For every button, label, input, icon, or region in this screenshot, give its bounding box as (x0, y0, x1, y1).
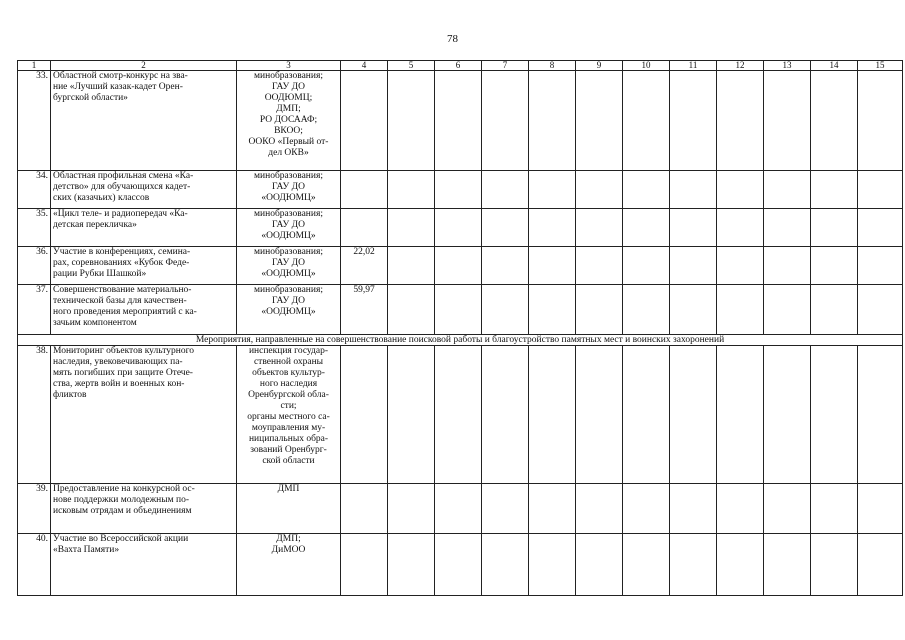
row-number: 39. (18, 484, 51, 534)
row-number: 40. (18, 534, 51, 596)
funding-value (341, 209, 388, 247)
empty-cell (670, 171, 717, 209)
empty-cell (388, 171, 435, 209)
activity-name: Предоставление на конкурсной ос- нове поддержки молодежным по- исковым отрядам и объединениям (51, 484, 237, 534)
empty-cell (670, 484, 717, 534)
empty-cell (623, 534, 670, 596)
funding-value (341, 534, 388, 596)
empty-cell (858, 285, 903, 335)
executor: минобразования; ГАУ ДО «ООДЮМЦ» (237, 247, 341, 285)
empty-cell (482, 247, 529, 285)
empty-cell (811, 534, 858, 596)
column-number: 15 (858, 61, 903, 71)
column-number: 5 (388, 61, 435, 71)
empty-cell (623, 171, 670, 209)
empty-cell (670, 71, 717, 171)
empty-cell (858, 534, 903, 596)
empty-cell (764, 346, 811, 484)
page-number: 78 (447, 33, 458, 45)
table-row (18, 534, 903, 596)
executor: минобразования; ГАУ ДО ООДЮМЦ; ДМП; РО ДОСААФ; ВКОО; ООКО «Первый от- дел ОКВ» (237, 71, 341, 171)
empty-cell (858, 209, 903, 247)
empty-cell (529, 285, 576, 335)
empty-cell (670, 209, 717, 247)
empty-cell (858, 171, 903, 209)
empty-cell (670, 346, 717, 484)
row-number: 34. (18, 171, 51, 209)
executor: минобразования; ГАУ ДО «ООДЮМЦ» (237, 209, 341, 247)
empty-cell (435, 247, 482, 285)
empty-cell (576, 346, 623, 484)
empty-cell (482, 484, 529, 534)
empty-cell (529, 484, 576, 534)
empty-cell (623, 484, 670, 534)
activity-name: Участие в конференциях, семина- рах, соревнованиях «Кубок Феде- рации Рубки Шашкой» (51, 247, 237, 285)
plan-table (17, 60, 903, 596)
empty-cell (670, 247, 717, 285)
empty-cell (811, 171, 858, 209)
column-number: 6 (435, 61, 482, 71)
empty-cell (764, 171, 811, 209)
empty-cell (717, 71, 764, 171)
empty-cell (482, 534, 529, 596)
empty-cell (482, 171, 529, 209)
empty-cell (529, 209, 576, 247)
empty-cell (529, 247, 576, 285)
empty-cell (811, 285, 858, 335)
empty-cell (388, 484, 435, 534)
funding-value (341, 346, 388, 484)
funding-value (341, 171, 388, 209)
empty-cell (529, 534, 576, 596)
empty-cell (623, 346, 670, 484)
empty-cell (764, 247, 811, 285)
empty-cell (529, 71, 576, 171)
executor: ДМП (237, 484, 341, 534)
column-number: 2 (51, 61, 237, 71)
activity-name: Мониторинг объектов культурного наследия, увековечивающих па- мять погибших при защите Отече- ства, жертв войн и военных кон- фликтов (51, 346, 237, 484)
empty-cell (717, 285, 764, 335)
empty-cell (811, 71, 858, 171)
empty-cell (811, 209, 858, 247)
row-number: 38. (18, 346, 51, 484)
table-row (18, 346, 903, 484)
empty-cell (764, 71, 811, 171)
table-row (18, 285, 903, 335)
activity-name: Участие во Всероссийской акции «Вахта Памяти» (51, 534, 237, 596)
empty-cell (435, 171, 482, 209)
empty-cell (576, 247, 623, 285)
empty-cell (717, 346, 764, 484)
table-row (18, 171, 903, 209)
empty-cell (482, 285, 529, 335)
empty-cell (623, 209, 670, 247)
table-row (18, 209, 903, 247)
empty-cell (623, 247, 670, 285)
funding-value: 59,97 (341, 285, 388, 335)
empty-cell (811, 247, 858, 285)
row-number: 36. (18, 247, 51, 285)
empty-cell (576, 171, 623, 209)
activity-name: Областная профильная смена «Ка- детство» для обучающихся кадет- ских (казачьих) классов (51, 171, 237, 209)
column-number: 4 (341, 61, 388, 71)
executor: инспекция государ- ственной охраны объектов культур- ного наследия Оренбургской обла- сти; органы местного са- моуправления му- ниципальных обра- зований Оренбург- ской области (237, 346, 341, 484)
empty-cell (858, 484, 903, 534)
empty-cell (670, 285, 717, 335)
empty-cell (388, 534, 435, 596)
row-number: 33. (18, 71, 51, 171)
empty-cell (482, 209, 529, 247)
empty-cell (764, 534, 811, 596)
section-row (18, 335, 903, 346)
empty-cell (435, 209, 482, 247)
empty-cell (435, 285, 482, 335)
empty-cell (623, 71, 670, 171)
funding-value: 22,02 (341, 247, 388, 285)
column-number: 1 (18, 61, 51, 71)
funding-value (341, 484, 388, 534)
column-number-row (18, 61, 903, 71)
column-number: 11 (670, 61, 717, 71)
empty-cell (482, 346, 529, 484)
empty-cell (717, 484, 764, 534)
empty-cell (717, 534, 764, 596)
empty-cell (717, 209, 764, 247)
activity-name: Областной смотр-конкурс на зва- ние «Лучший казак-кадет Орен- бургской области» (51, 71, 237, 171)
executor: минобразования; ГАУ ДО «ООДЮМЦ» (237, 285, 341, 335)
empty-cell (858, 71, 903, 171)
empty-cell (717, 171, 764, 209)
empty-cell (576, 484, 623, 534)
empty-cell (529, 171, 576, 209)
empty-cell (529, 346, 576, 484)
empty-cell (576, 285, 623, 335)
empty-cell (670, 534, 717, 596)
column-number: 8 (529, 61, 576, 71)
empty-cell (858, 346, 903, 484)
empty-cell (576, 209, 623, 247)
empty-cell (764, 285, 811, 335)
empty-cell (388, 247, 435, 285)
section-title: Мероприятия, направленные на совершенствование поисковой работы и благоустройство памятных мест и воинских захоронений (18, 335, 903, 346)
column-number: 10 (623, 61, 670, 71)
column-number: 3 (237, 61, 341, 71)
empty-cell (435, 71, 482, 171)
executor: минобразования; ГАУ ДО «ООДЮМЦ» (237, 171, 341, 209)
empty-cell (623, 285, 670, 335)
column-number: 12 (717, 61, 764, 71)
executor: ДМП; ДиМОО (237, 534, 341, 596)
empty-cell (482, 71, 529, 171)
empty-cell (388, 346, 435, 484)
empty-cell (811, 484, 858, 534)
empty-cell (388, 285, 435, 335)
table-row (18, 484, 903, 534)
column-number: 13 (764, 61, 811, 71)
column-number: 9 (576, 61, 623, 71)
empty-cell (435, 346, 482, 484)
activity-name: Совершенствование материально- технической базы для качествен- ного проведения мероприятий с ка- зачьим компонентом (51, 285, 237, 335)
row-number: 35. (18, 209, 51, 247)
column-number: 14 (811, 61, 858, 71)
column-number: 7 (482, 61, 529, 71)
empty-cell (435, 534, 482, 596)
empty-cell (717, 247, 764, 285)
empty-cell (576, 71, 623, 171)
empty-cell (388, 209, 435, 247)
empty-cell (764, 484, 811, 534)
empty-cell (858, 247, 903, 285)
empty-cell (435, 484, 482, 534)
empty-cell (576, 534, 623, 596)
empty-cell (388, 71, 435, 171)
activity-name: «Цикл теле- и радиопередач «Ка- детская перекличка» (51, 209, 237, 247)
funding-value (341, 71, 388, 171)
table-row (18, 71, 903, 171)
table-row (18, 247, 903, 285)
empty-cell (811, 346, 858, 484)
empty-cell (764, 209, 811, 247)
row-number: 37. (18, 285, 51, 335)
